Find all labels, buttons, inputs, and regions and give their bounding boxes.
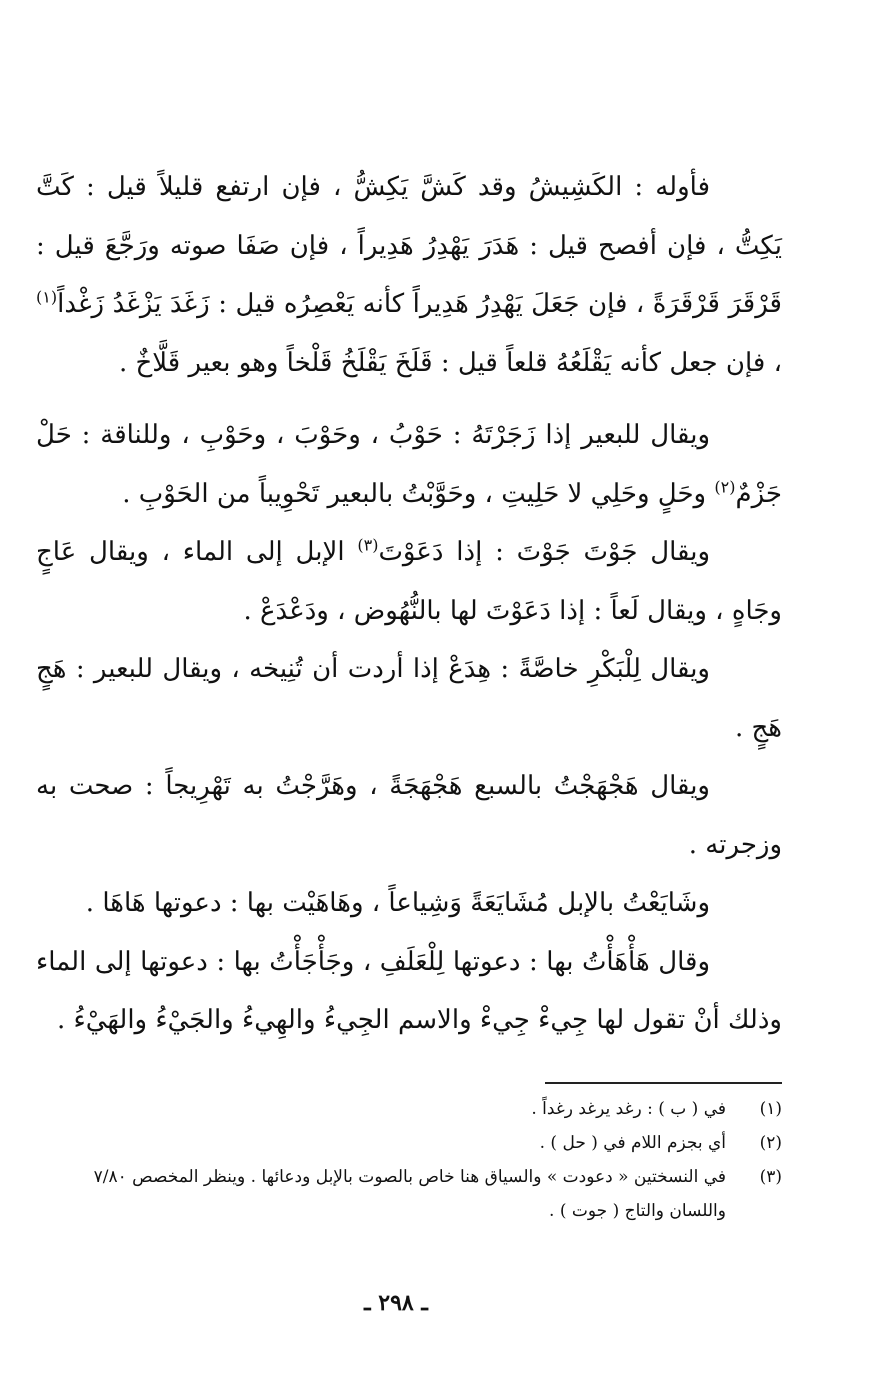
paragraph-2 bbox=[36, 406, 782, 523]
paragraph-5-text: ويقال هَجْهَجْتُ بالسبع هَجْهَجَةً ، وهَرَّجْتُ به تَهْرِيجاً : صحت به وزجرته . bbox=[36, 771, 782, 860]
footnote-ref-2: (٢) bbox=[714, 476, 736, 496]
footnote-2 bbox=[36, 1126, 782, 1160]
paragraph-3-text: ويقال جَوْتَ جَوْتَ : إذا دَعَوْتَ bbox=[378, 537, 711, 567]
main-text bbox=[36, 158, 782, 1050]
paragraph-4-text: ويقال لِلْبَكْرِ خاصَّةً : هِدَعْ إذا أردت أن تُنِيخه ، ويقال للبعير : هَجٍ هَجٍ . bbox=[36, 654, 782, 743]
footnotes bbox=[36, 1092, 782, 1228]
footnote-1-text: في ( ب ) : رغد يرغد رغداً . bbox=[531, 1099, 726, 1119]
paragraph-7-text: وقال هَأْهَأْتُ بها : دعوتها لِلْعَلَفِ ، وجَأْجَأْتُ بها : دعوتها إلى الماء وذلك أنْ تقول لها جِيءْ جِيءْ والاسم الجِيءُ والهِيءُ والجَيْءُ والهَيْءُ . bbox=[36, 946, 782, 1035]
footnote-3-text: في النسختين « دعودت » والسياق هنا خاص بالصوت بالإبل ودعائها . وينظر المخصص ٧/٨٠ واللسان والتاج ( جوت ) . bbox=[93, 1167, 726, 1221]
footnote-3 bbox=[36, 1160, 782, 1228]
paragraph-1-text: فأوله : الكَشِيشُ وقد كَشَّ يَكِشُّ ، فإن ارتفع قليلاً قيل : كَتَّ يَكِتُّ ، فإن أفصح قيل : هَدَرَ يَهْدِرُ هَدِيراً ، فإن صَفَا صوته ورَجَّعَ قيل : قَرْقَرَ قَرْقَرَةً ، فإن جَعَلَ يَهْدِرُ هَدِيراً كأنه يَعْصِرُه قيل : زَغَدَ يَزْغَدُ زَغْداً bbox=[36, 172, 782, 319]
page-number: ـ ٢٩٨ ـ bbox=[364, 1290, 428, 1316]
paragraph-6-text: وشَايَعْتُ بالإبل مُشَايَعَةً وَشِياعاً ، وهَاهَيْت بها : دعوتها هَاهَا . bbox=[85, 888, 710, 918]
footnote-3-number: (٣) bbox=[759, 1167, 782, 1187]
footnote-1-number: (١) bbox=[759, 1099, 782, 1119]
paragraph-3-text-continued: الإبل إلى الماء ، ويقال عَاجٍ وجَاهٍ ، ويقال لَعاً : إذا دَعَوْتَ لها بالنُّهُوض ، ودَعْدَعْ . bbox=[36, 537, 782, 626]
paragraph-1-text-continued: ، فإن جعل كأنه يَقْلَعُهُ قلعاً قيل : قَلَخَ يَقْلَخُ قَلْخاً وهو بعير قَلَّاخٌ . bbox=[118, 347, 782, 378]
paragraph-2-text: ويقال للبعير إذا زَجَرْتَهُ : حَوْبُ ، وحَوْبَ ، وحَوْبِ ، وللناقة : حَلْ جَزْمٌ bbox=[36, 420, 782, 509]
paragraph-1 bbox=[36, 158, 782, 392]
footnote-divider bbox=[545, 1082, 782, 1084]
paragraph-3 bbox=[36, 523, 782, 640]
paragraph-7 bbox=[36, 933, 782, 1050]
paragraph-5 bbox=[36, 757, 782, 874]
paragraph-4 bbox=[36, 640, 782, 757]
footnote-ref-3: (٣) bbox=[357, 535, 379, 555]
footnote-2-text: أي بجزم اللام في ( حل ) . bbox=[539, 1133, 726, 1153]
paragraph-2-text-continued: وحَلٍ وحَلِي لا حَلِيتِ ، وحَوَّبْتُ بالبعير تَحْوِيباً من الحَوْبِ . bbox=[122, 478, 715, 509]
paragraph-6 bbox=[36, 874, 782, 933]
footnote-2-number: (٢) bbox=[759, 1133, 782, 1153]
footnote-ref-1: (١) bbox=[36, 287, 58, 307]
footnote-1 bbox=[36, 1092, 782, 1126]
